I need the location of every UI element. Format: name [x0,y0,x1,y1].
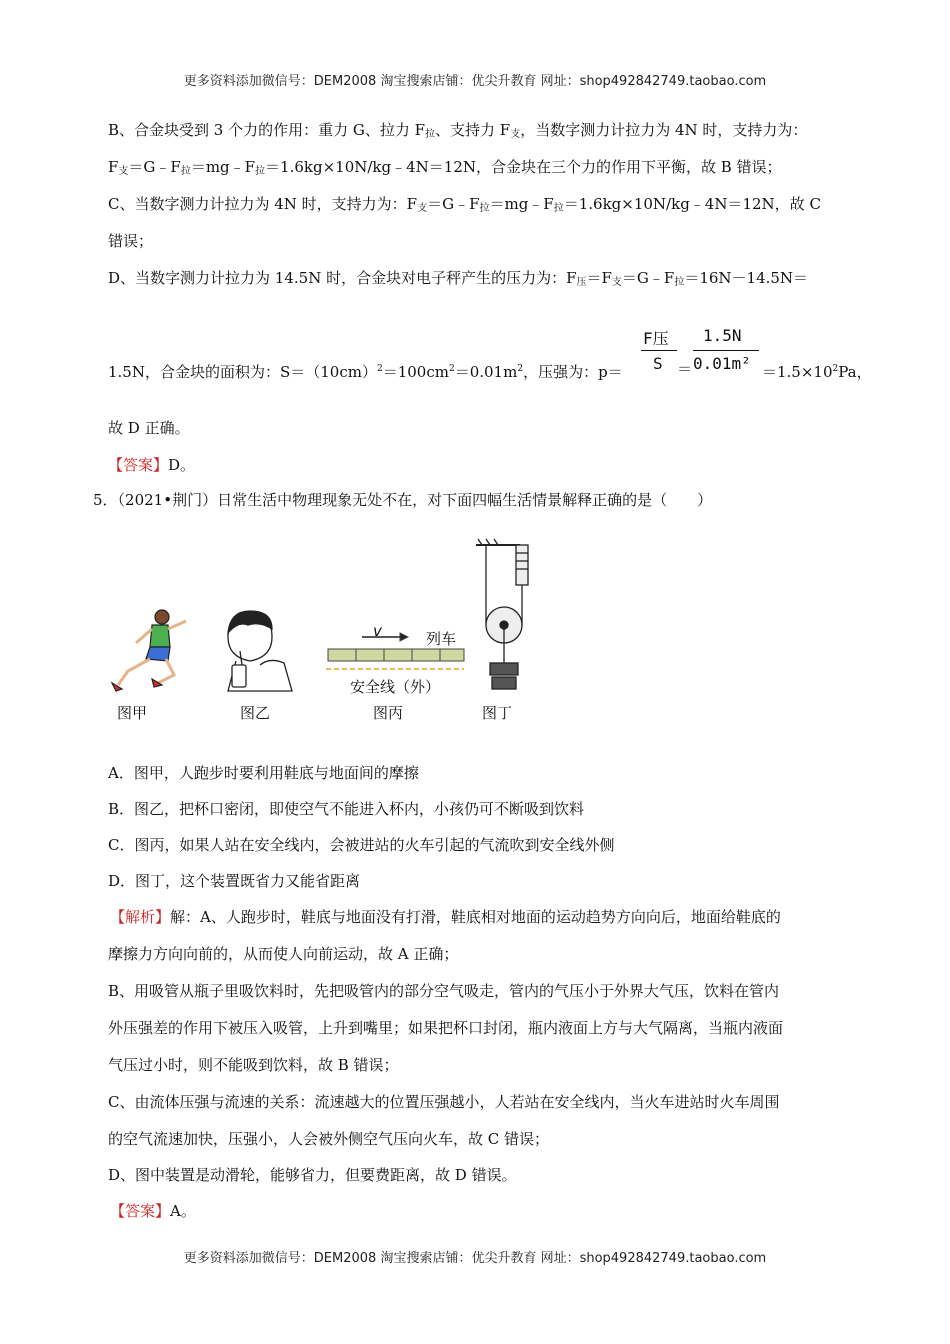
subscript: 拉 [255,166,266,177]
figure-yi-label: 图乙 [240,704,271,722]
text: ＝1.5×10 [762,363,833,381]
text: ＝mg﹣F [489,195,554,213]
text: B、合金块受到 3 个力的作用：重力 G、拉力 F [108,121,426,139]
prev-option-b-line2 [108,157,782,182]
analysis-line-5: 气压过小时，则不能吸到饮料，故 B 错误； [108,1056,399,1074]
subscript: 支 [611,277,622,288]
text: ＝1.6kg×10N/kg﹣4N＝12N，合金块在三个力的作用下平衡，故 B 错误； [265,158,782,176]
answer-value: D。 [168,456,196,474]
runner-figure [112,610,186,691]
analysis-tag: 【解析】 [110,908,171,926]
subscript: 支 [417,203,428,214]
superscript: 2 [832,364,839,374]
train-label: 列车 [426,630,457,648]
analysis-line-1 [110,907,781,927]
subscript: 拉 [479,203,490,214]
prev-option-c-line1 [108,194,821,219]
text: C、当数字测力计拉力为 4N 时，支持力为：F [108,195,418,213]
answer-value: A。 [170,1202,196,1220]
analysis-line-8: D、图中装置是动滑轮，能够省力，但要费距离，故 D 错误。 [108,1166,517,1184]
analysis-line-6: C、由流体压强与流速的关系：流速越大的位置压强越小，人若站在安全线内，当火车进站时火车周围 [108,1093,780,1111]
text: ＝F [586,269,612,287]
text: ＝16N－14.5N＝ [684,269,809,287]
text: 解：A、人跑步时，鞋底与地面没有打滑，鞋底相对地面的运动趋势方向向后，地面给鞋底的 [170,908,781,926]
subscript: 拉 [553,203,564,214]
text: ＝mg﹣F [190,158,256,176]
superscript: 2 [517,364,524,374]
prev-option-d-line3: 故 D 正确。 [108,419,190,437]
figure-jia-label: 图甲 [117,704,148,722]
answer-tag: 【答案】 [110,1202,171,1220]
prev-option-c-line2: 错误； [108,232,154,250]
analysis-line-3: B、用吸管从瓶子里吸饮料时，先把吸管内的部分空气吸走，管内的气压小于外界大气压，饮料在管内 [108,982,780,1000]
text: 1.5N，合金块的面积为：S＝（10cm） [108,363,377,381]
text: ＝G﹣F [427,195,480,213]
option-a: A．图甲，人跑步时要利用鞋底与地面间的摩擦 [108,764,419,782]
analysis-line-7: 的空气流速加快，压强小，人会被外侧空气压向火车，故 C 错误； [108,1130,550,1148]
analysis-line-4: 外压强差的作用下被压入吸管，上升到嘴里；如果把杯口封闭，瓶内液面上方与大气隔离，当瓶内液面 [108,1019,784,1037]
text: ＝100cm [382,363,449,381]
text: ＝1.6kg×10N/kg﹣4N＝12N，故 C [563,195,821,213]
q5-answer [110,1201,196,1221]
option-b: B．图乙，把杯口密闭，即使空气不能进入杯内，小孩仍可不断吸到饮料 [108,800,585,818]
option-c: C．图丙，如果人站在安全线内，会被进站的火车引起的气流吹到安全线外侧 [108,836,615,854]
question-5-stem: 5．（2021•荆门）日常生活中物理现象无处不在，对下面四幅生活情景解释正确的是（ ） [93,491,713,509]
subscript: 拉 [180,166,191,177]
page-header: 更多资料添加微信号：DEM2008 淘宝搜索店铺：优尖升教育 网址：shop492842749.taobao.com [183,74,767,89]
text: ＝0.01m [454,363,518,381]
page-footer: 更多资料添加微信号：DEM2008 淘宝搜索店铺：优尖升教育 网址：shop492842749.taobao.com [183,1251,767,1266]
subscript: 压 [576,277,587,288]
safety-line-label: 安全线（外） [350,678,441,696]
text: ，当数字测力计拉力为 4N 时，支持力为： [520,121,808,139]
answer-tag: 【答案】 [108,456,169,474]
text: D、当数字测力计拉力为 14.5N 时，合金块对电子秤产生的压力为：F [108,269,577,287]
prev-option-d-line2 [108,359,623,382]
analysis-line-2: 摩擦力方向向前的，从而使人向前运动，故 A 正确； [108,945,459,963]
fraction2-denominator: 0.01m² [693,354,751,373]
figure-ding-label: 图丁 [482,704,513,722]
fraction2-numerator: 1.5N [703,326,742,345]
text: F [108,158,119,176]
fraction1-numerator: F压 [643,329,669,348]
pressure-result [762,359,872,382]
fraction-equals: ＝ [677,360,693,378]
prev-answer [108,455,195,475]
superscript: 2 [448,364,455,374]
fraction1-denominator: S [653,354,663,373]
pulley-figure [476,539,528,689]
subscript: 拉 [674,277,685,288]
superscript: 2 [376,364,383,374]
fraction1-bar [641,350,677,351]
fraction2-bar [693,350,759,351]
velocity-label: v [373,622,382,640]
option-d: D．图丁，这个装置既省力又能省距离 [108,872,361,890]
boy-figure [228,611,292,691]
text: ＝G﹣F [621,269,675,287]
prev-option-b-line1 [108,120,807,145]
prev-option-d-line1 [108,268,808,293]
text: 、支持力 F [435,121,511,139]
text: ，压强为：p＝ [523,363,623,381]
subscript: 支 [118,166,129,177]
subscript: 支 [510,129,521,140]
text: Pa， [838,363,872,381]
subscript: 拉 [425,129,436,140]
text: ＝G﹣F [128,158,181,176]
figure-bing-label: 图丙 [373,704,404,722]
question-figures [100,525,540,700]
